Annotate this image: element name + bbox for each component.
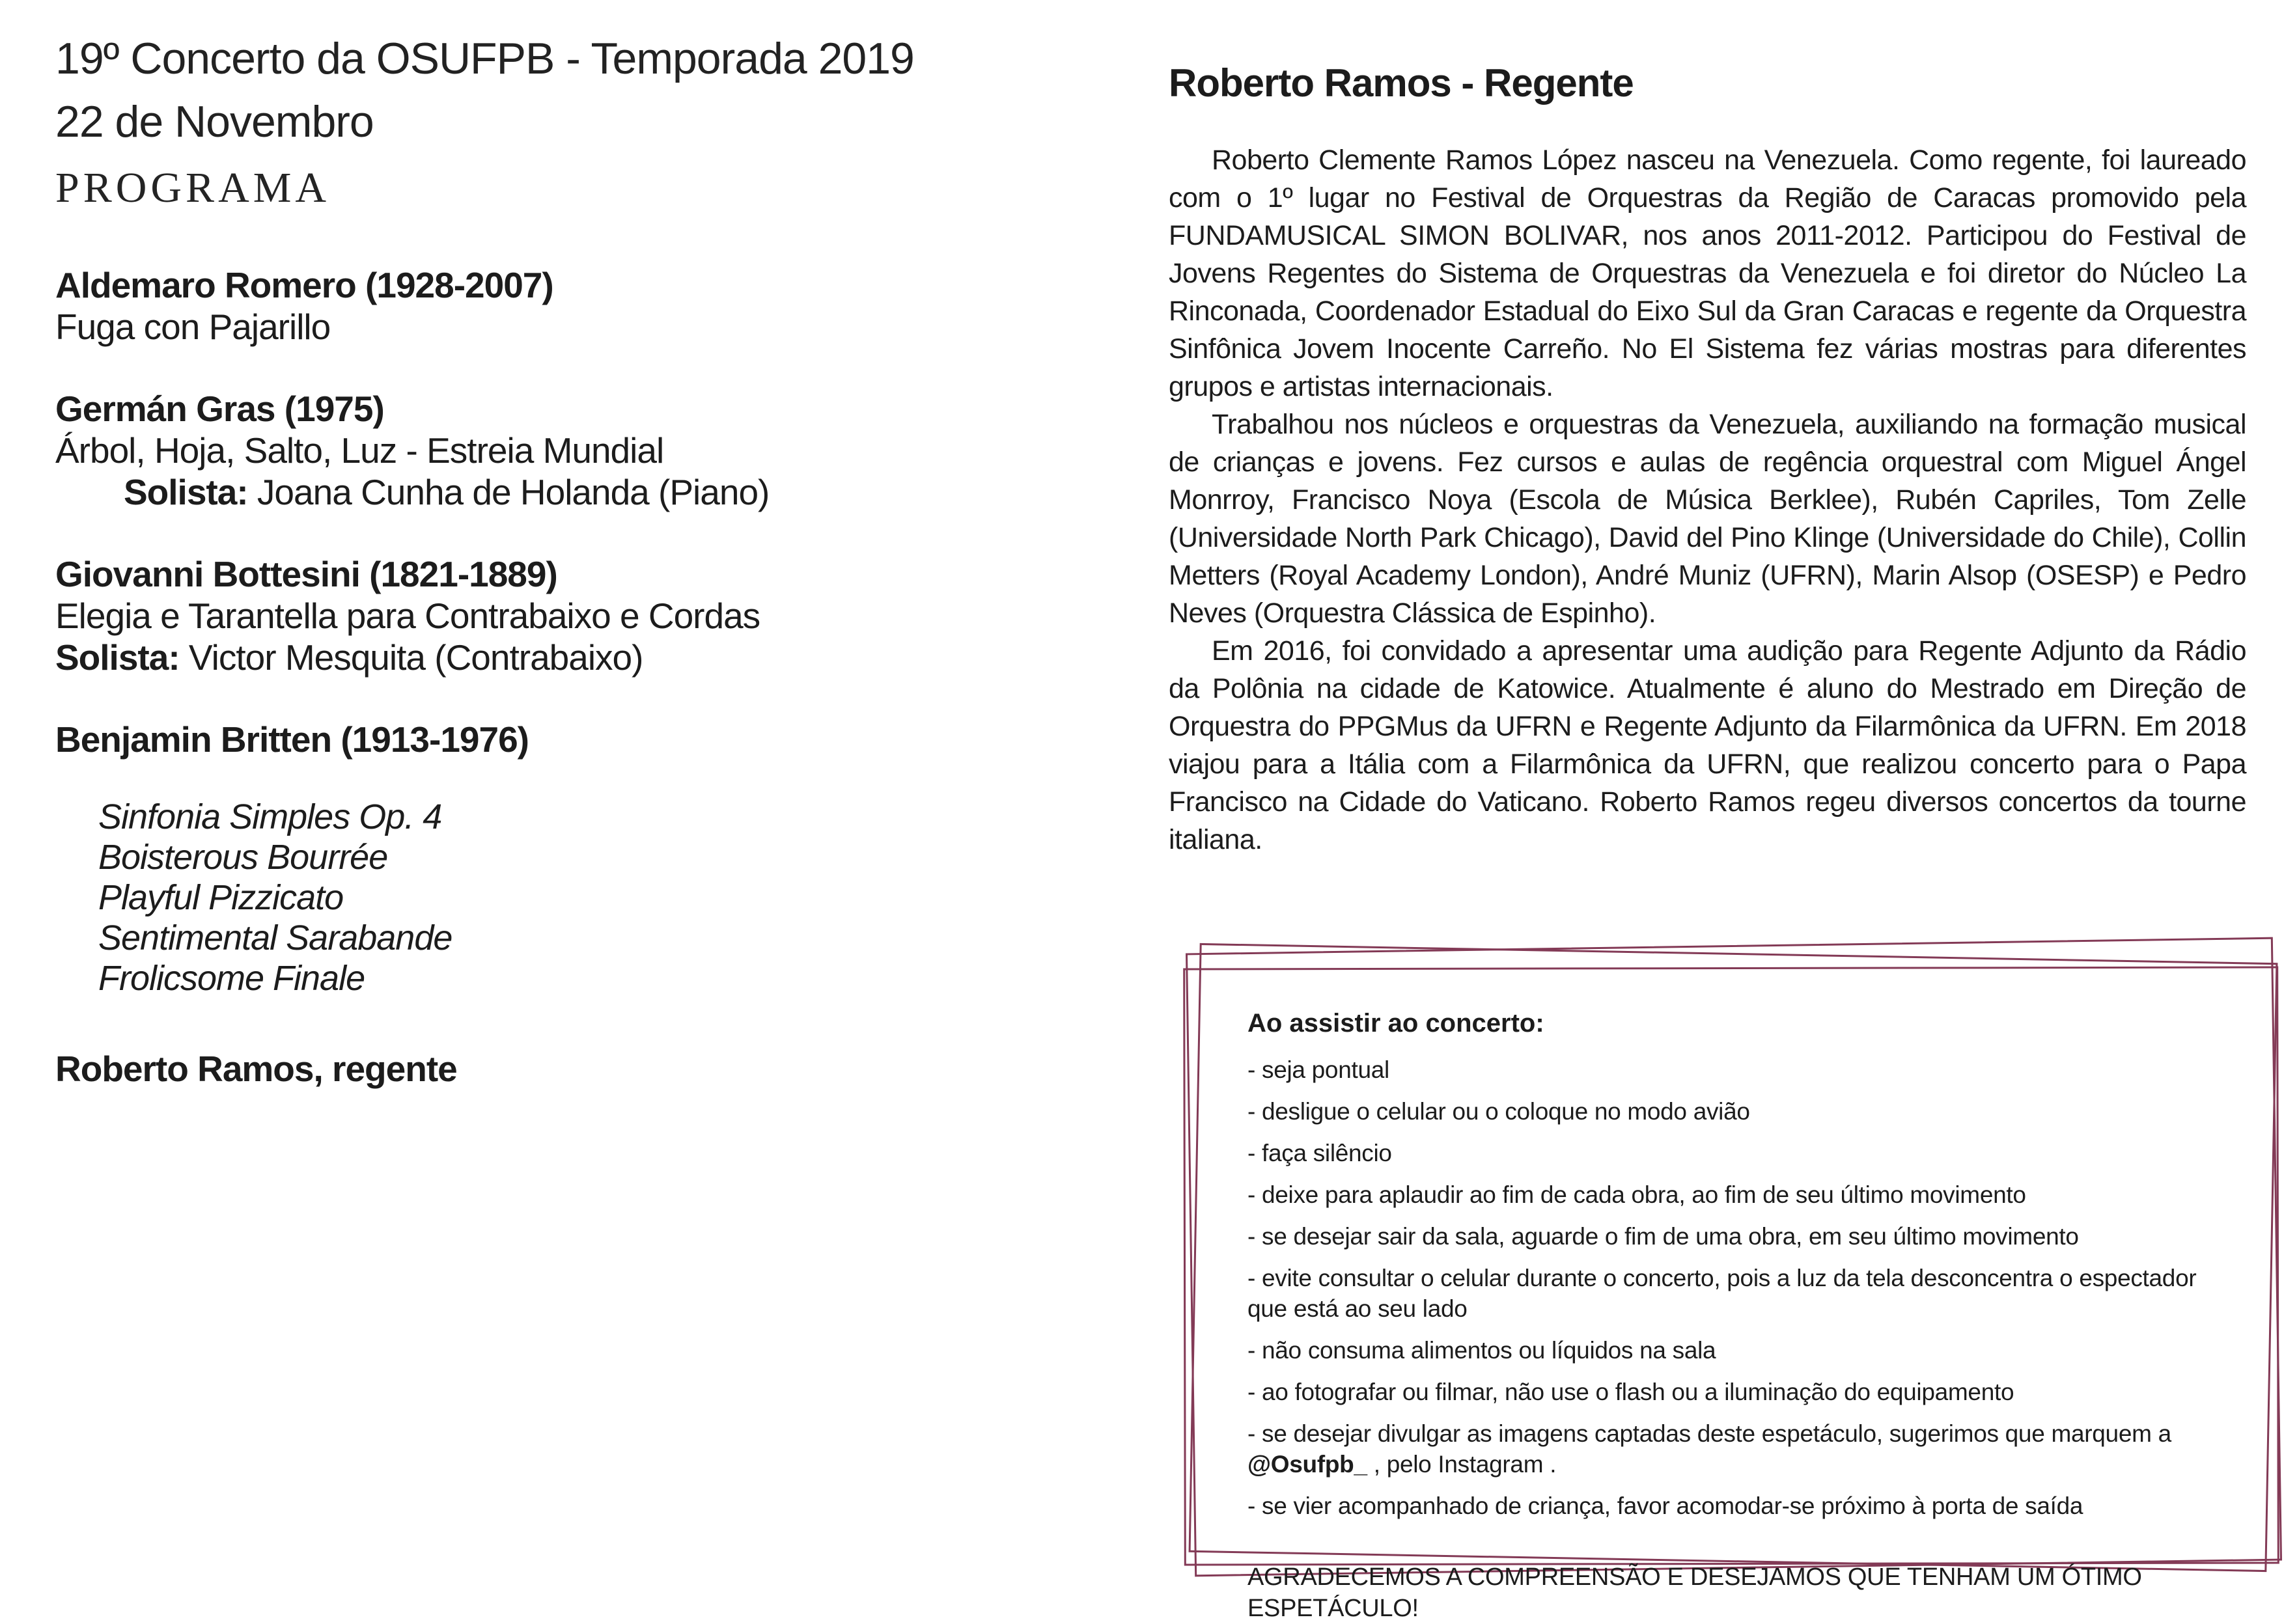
page-title: 19º Concerto da OSUFPB - Temporada 2019 bbox=[55, 34, 914, 83]
etiquette-item bbox=[1247, 1263, 2211, 1324]
etiquette-item bbox=[1247, 1335, 2211, 1366]
text-segment: Joana Cunha de Holanda (Piano) bbox=[247, 471, 770, 512]
etiquette-item bbox=[1247, 1054, 2211, 1085]
etiquette-items bbox=[1247, 1054, 2211, 1521]
solista-label: Solista: bbox=[55, 637, 180, 678]
etiquette-item bbox=[1247, 1491, 2211, 1521]
movement-line: Frolicsome Finale bbox=[98, 958, 365, 998]
piece-line bbox=[55, 430, 1084, 471]
etiquette-box bbox=[1190, 943, 2271, 1622]
text-segment: - faça silêncio bbox=[1247, 1140, 1392, 1166]
solista-label: Solista: bbox=[124, 471, 248, 512]
text-segment: Árbol, Hoja, Salto, Luz - Estreia Mundial bbox=[55, 430, 664, 471]
program-entry bbox=[55, 388, 1084, 513]
text-segment: - não consuma alimentos ou líquidos na sala bbox=[1247, 1337, 1716, 1364]
composer-line: Giovanni Bottesini (1821-1889) bbox=[55, 553, 557, 594]
text-segment: - deixe para aplaudir ao fim de cada obra, ao fim de seu último movimento bbox=[1247, 1181, 2026, 1208]
text-segment: Victor Mesquita (Contrabaixo) bbox=[179, 637, 643, 678]
text-segment: - evite consultar o celular durante o concerto, pois a luz da tela desconcentra o espectador que está ao seu lado bbox=[1247, 1265, 2197, 1322]
movement-line: Sinfonia Simples Op. 4 bbox=[98, 797, 442, 836]
etiquette-heading: Ao assistir ao concerto: bbox=[1247, 1009, 1544, 1038]
etiquette-item bbox=[1247, 1179, 2211, 1210]
solista-label: @Osufpb_ bbox=[1247, 1451, 1367, 1478]
bio-paragraph: Trabalhou nos núcleos e orquestras da Venezuela, auxiliando na formação musical de crianças e jovens. Fez cursos e aulas de regência orquestral com Miguel Ángel Monrroy, Francisco Noya (Escola de Música Berklee), Rubén Capriles, Tom Zelle (Universidade North Park Chicago), David del Pino Klinge (Universidade do Chile), Collin Metters (Royal Academy London), André Muniz (UFRN), Marin Alsop (OSESP) e Pedro Neves (Orquestra Clássica de Espinho). bbox=[1169, 409, 2246, 629]
composer-line: Germán Gras (1975) bbox=[55, 388, 384, 429]
conductor-line: Roberto Ramos, regente bbox=[55, 1048, 457, 1089]
bio-paragraph: Roberto Clemente Ramos López nasceu na Venezuela. Como regente, foi laureado com o 1º lugar no Festival de Orquestras da Região de Caracas promovido pela FUNDAMUSICAL SIMON BOLIVAR, nos anos 2011-2012. Participou do Festival de Jovens Regentes do Sistema de Orquestras da Venezuela e foi diretor do Núcleo La Rinconada, Coordenador Estadual do Eixo Sul da Gran Caracas e regente da Orquestra Sinfônica Jovem Inocente Carreño. No El Sistema fez várias mostras para diferentes grupos e artistas internacionais. bbox=[1169, 145, 2246, 402]
program-list bbox=[55, 264, 1084, 998]
composer-line: Aldemaro Romero (1928-2007) bbox=[55, 264, 553, 305]
text-segment: - ao fotografar ou filmar, não use o flash ou a iluminação do equipamento bbox=[1247, 1379, 2014, 1405]
etiquette-content bbox=[1247, 1008, 2211, 1624]
etiquette-item bbox=[1247, 1377, 2211, 1407]
text-segment: - se desejar sair da sala, aguarde o fim de uma obra, em seu último movimento bbox=[1247, 1223, 2079, 1250]
text-segment: - desligue o celular ou o coloque no modo avião bbox=[1247, 1098, 1750, 1125]
movement-list bbox=[98, 797, 1084, 998]
program-entry bbox=[55, 719, 1084, 998]
etiquette-item bbox=[1247, 1418, 2211, 1479]
movement-line: Sentimental Sarabande bbox=[98, 918, 453, 957]
program-section-heading: PROGRAMA bbox=[55, 163, 331, 212]
etiquette-item bbox=[1247, 1221, 2211, 1252]
text-segment: , pelo Instagram . bbox=[1367, 1451, 1557, 1478]
program-column bbox=[55, 34, 1084, 1090]
bio-paragraph: Em 2016, foi convidado a apresentar uma audição para Regente Adjunto da Rádio da Polônia na cidade de Katowice. Atualmente é aluno do Mestrado em Direção de Orquestra do PPGMus da UFRN e Regente Adjunto da Filarmônica da UFRN. Em 2018 viajou para a Itália com a Filarmônica da UFRN, que realizou concerto para o Papa Francisco na Cidade do Vaticano. Roberto Ramos regeu diversos concertos da tourne italiana. bbox=[1169, 635, 2246, 855]
etiquette-closing: AGRADECEMOS A COMPREENSÃO E DESEJAMOS QUE TENHAM UM ÓTIMO ESPETÁCULO! bbox=[1247, 1563, 2142, 1622]
movement-line: Playful Pizzicato bbox=[98, 877, 344, 917]
bio-heading: Roberto Ramos - Regente bbox=[1169, 61, 1634, 105]
composer-line: Benjamin Britten (1913-1976) bbox=[55, 719, 529, 760]
bio-paragraphs bbox=[1169, 141, 2246, 859]
piece-line bbox=[55, 471, 1084, 513]
text-segment: - se vier acompanhado de criança, favor acomodar-se próximo à porta de saída bbox=[1247, 1493, 2083, 1519]
etiquette-item bbox=[1247, 1096, 2211, 1127]
text-segment: - se desejar divulgar as imagens captadas deste espetáculo, sugerimos que marquem a bbox=[1247, 1420, 2171, 1447]
program-entry bbox=[55, 553, 1084, 678]
text-segment: Elegia e Tarantella para Contrabaixo e Cordas bbox=[55, 595, 760, 636]
text-segment: - seja pontual bbox=[1247, 1056, 1389, 1083]
piece-line bbox=[55, 637, 1084, 678]
piece-line bbox=[55, 306, 1084, 348]
text-segment: Fuga con Pajarillo bbox=[55, 306, 331, 347]
concert-date: 22 de Novembro bbox=[55, 97, 374, 147]
bio-column bbox=[1169, 62, 2246, 859]
etiquette-item bbox=[1247, 1138, 2211, 1168]
movement-line: Boisterous Bourrée bbox=[98, 837, 388, 877]
piece-line bbox=[55, 595, 1084, 637]
program-entry bbox=[55, 264, 1084, 348]
